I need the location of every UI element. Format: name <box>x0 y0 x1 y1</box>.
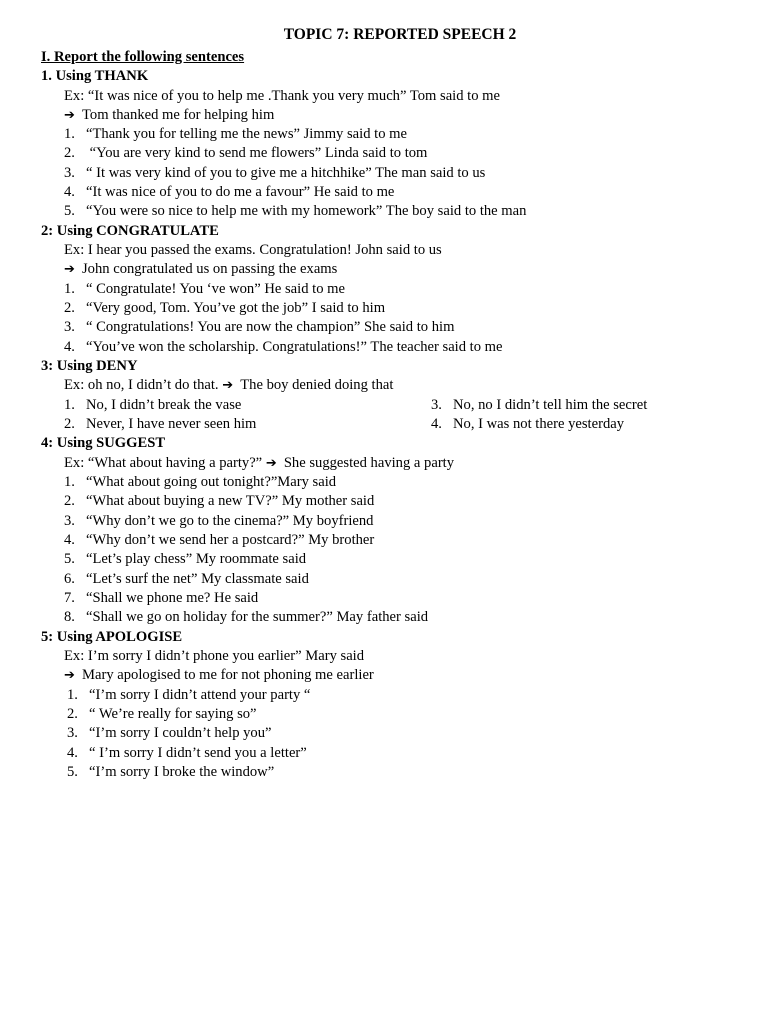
answer-text: John congratulated us on passing the exams <box>82 261 338 277</box>
list-item: 7. “Shall we phone me? He said <box>64 590 259 606</box>
arrow-right-icon: ➔ <box>222 378 234 393</box>
example-text: Ex: oh no, I didn’t do that. <box>64 377 219 393</box>
example-suggest <box>64 454 454 473</box>
answer-text: The boy denied doing that <box>240 377 394 393</box>
answer-apologise <box>64 666 374 685</box>
list-item: 4. No, I was not there yesterday <box>431 416 625 432</box>
answer-thank <box>64 106 274 125</box>
list-item: 5. “Let’s play chess” My roommate said <box>64 551 307 567</box>
list-item: 1. “Thank you for telling me the news” Jimmy said to me <box>64 126 407 142</box>
list-item: 1. “ Congratulate! You ‘ve won” He said to me <box>64 281 345 297</box>
list-item: 4. “You’ve won the scholarship. Congratulations!” The teacher said to me <box>64 339 503 355</box>
arrow-right-icon: ➔ <box>64 262 75 277</box>
answer-text: She suggested having a party <box>283 455 455 471</box>
section-heading-deny: 3: Using DENY <box>41 358 138 374</box>
list-item: 3. “ Congratulations! You are now the champion” She said to him <box>64 319 455 335</box>
example-congratulate: Ex: I hear you passed the exams. Congratulation! John said to us <box>64 242 442 258</box>
answer-text: Mary apologised to me for not phoning me earlier <box>82 667 374 683</box>
list-item: 3. No, no I didn’t tell him the secret <box>431 397 648 413</box>
example-text: Ex: “What about having a party?” <box>64 455 263 471</box>
list-item: 3. “I’m sorry I couldn’t help you” <box>67 725 272 741</box>
section-heading-congratulate: 2: Using CONGRATULATE <box>41 223 219 239</box>
arrow-right-icon: ➔ <box>64 108 75 123</box>
list-item: 3. “ It was very kind of you to give me a hitchhike” The man said to us <box>64 165 486 181</box>
list-item: 4. “ I’m sorry I didn’t send you a letter” <box>67 745 307 761</box>
list-item: 1. “What about going out tonight?”Mary said <box>64 474 337 490</box>
list-item: 6. “Let’s surf the net” My classmate said <box>64 571 309 587</box>
list-item: 1. No, I didn’t break the vase <box>64 397 242 413</box>
list-item: 1. “I’m sorry I didn’t attend your party “ <box>67 687 311 703</box>
list-item: 2. “ We’re really for saying so” <box>67 706 257 722</box>
example-deny <box>64 376 393 395</box>
section-heading-thank: 1. Using THANK <box>41 68 149 84</box>
answer-congratulate <box>64 260 337 279</box>
list-item: 2. “Very good, Tom. You’ve got the job” I said to him <box>64 300 386 316</box>
example-apologise: Ex: I’m sorry I didn’t phone you earlier” Mary said <box>64 648 365 664</box>
arrow-right-icon: ➔ <box>265 456 277 471</box>
part-heading: I. Report the following sentences <box>41 49 245 65</box>
section-heading-suggest: 4: Using SUGGEST <box>41 435 166 451</box>
list-item: 3. “Why don’t we go to the cinema?” My boyfriend <box>64 513 374 529</box>
arrow-right-icon: ➔ <box>64 668 75 683</box>
example-thank: Ex: “It was nice of you to help me .Thank you very much” Tom said to me <box>64 88 501 104</box>
section-heading-apologise: 5: Using APOLOGISE <box>41 629 183 645</box>
page-title: TOPIC 7: REPORTED SPEECH 2 <box>283 26 517 43</box>
list-item: 8. “Shall we go on holiday for the summer?” May father said <box>64 609 429 625</box>
list-item: 5. “I’m sorry I broke the window” <box>67 764 275 780</box>
list-item: 2. “You are very kind to send me flowers” Linda said to tom <box>64 145 428 161</box>
list-item: 4. “It was nice of you to do me a favour” He said to me <box>64 184 395 200</box>
list-item: 2. “What about buying a new TV?” My mother said <box>64 493 375 509</box>
list-item: 2. Never, I have never seen him <box>64 416 257 432</box>
list-item: 5. “You were so nice to help me with my homework” The boy said to the man <box>64 203 527 219</box>
answer-text: Tom thanked me for helping him <box>82 107 275 123</box>
list-item: 4. “Why don’t we send her a postcard?” My brother <box>64 532 375 548</box>
